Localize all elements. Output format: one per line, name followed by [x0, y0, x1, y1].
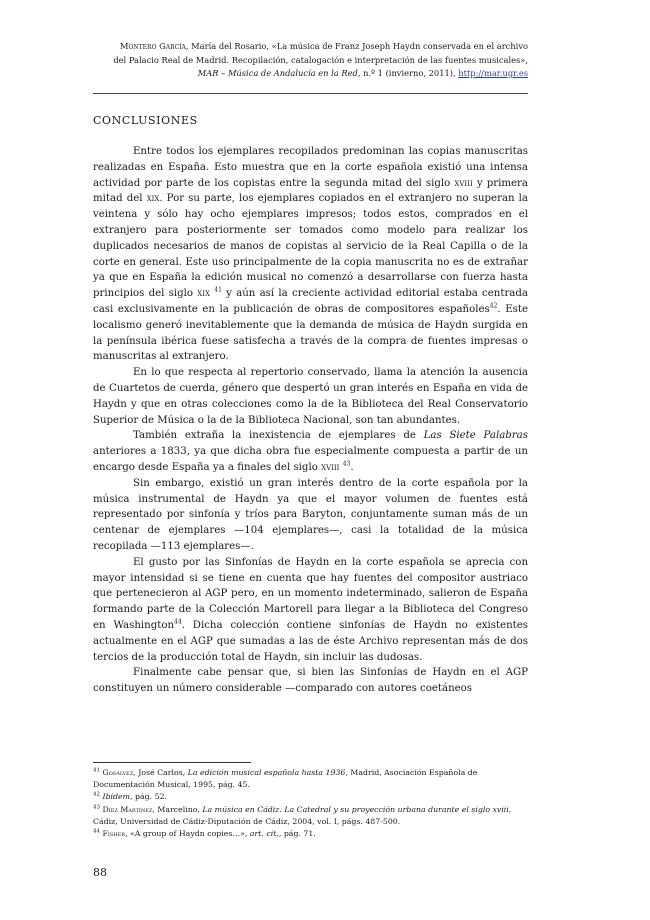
- paragraph-5: [93, 555, 528, 666]
- footnote-author: Gosálvez: [102, 768, 134, 777]
- section-title: CONCLUSIONES: [93, 114, 198, 127]
- p1-text-e: . Este localismo generó inevitablemente que la demanda de música de Haydn surgida en la península ibérica fuese satisfecha a través de la compra de fuentes impresas o manuscritas al extranjero.: [93, 303, 528, 363]
- paragraph-3: [93, 428, 528, 475]
- footnote-text: , «A group of Haydn copies…»,: [125, 829, 250, 839]
- footnote-title: art. cit.: [249, 829, 279, 839]
- footnote-number: 41: [93, 767, 100, 774]
- p3-text-a: También extraña la inexistencia de ejemplares de: [133, 430, 424, 442]
- p3-text-c: .: [350, 461, 354, 473]
- footnote-text: , Cádiz, Universidad de Cádiz-Diputación de Cádiz, 2004, vol. I, págs. 487-500.: [93, 804, 512, 826]
- header-url-link[interactable]: http://mar.ugr.es: [458, 68, 528, 78]
- p3-text-b: anteriores a 1833, ya que dicha obra fue especialmente compuesta a partir de un encargo desde España ya a finales del siglo: [93, 446, 528, 473]
- paragraph-1: [93, 144, 528, 365]
- paragraph-4: Sin embargo, existió un gran interés dentro de la corte española por la música instrumental de Haydn ya que el mayor volumen de fuentes está representado por sinfonía y tríos para Baryton, conjuntamente suman más de un centenar de ejemplares —104 ejemplares—, casi la totalidad de la música recopilada —113 ejemplares—.: [93, 477, 528, 552]
- footnote-title: Ibidem: [102, 792, 131, 802]
- footnote-44: [93, 828, 533, 840]
- page-number: 88: [93, 866, 107, 879]
- footnote-ref-44[interactable]: 44: [174, 618, 182, 626]
- footnote-text: , Marcelino,: [152, 804, 203, 814]
- century-numeral: xix: [197, 288, 211, 300]
- footnote-number: 43: [93, 804, 100, 811]
- footnote-text: , pág. 52.: [130, 792, 168, 802]
- work-title: Las Siete Palabras: [423, 430, 528, 442]
- footnote-divider: [93, 762, 251, 763]
- footnotes: [93, 767, 533, 840]
- footnote-number: 42: [93, 791, 100, 798]
- footnote-41: [93, 767, 533, 791]
- p1-text-b: y primera mitad del: [93, 177, 529, 205]
- footnote-ref-42[interactable]: 42: [489, 302, 498, 310]
- p1-text-a: Entre todos los ejemplares recopilados predominan las copias manuscritas realizadas en España. Esto muestra que en la corte española existió una intensa actividad por parte de los copistas entre la segunda mitad del siglo: [93, 146, 528, 189]
- footnote-text: , pág. 71.: [278, 829, 316, 839]
- header-author: Montero García: [120, 41, 186, 51]
- footnote-number: 44: [93, 828, 100, 835]
- paragraph-2: En lo que respecta al repertorio conservado, llama la atención la ausencia de Cuartetos de cuerda, género que despertó un gran interés en España en vida de Haydn y que en otras colecciones como la de la Biblioteca del Real Conservatorio Superior de Música o la de la Biblioteca Nacional, son tan abundantes.: [93, 367, 528, 426]
- footnote-text: , Madrid, Asociación Española de Documentación Musical, 1995, pág. 45.: [93, 768, 478, 790]
- century-numeral: xviii: [454, 177, 473, 189]
- footnote-42: [93, 791, 533, 803]
- p1-text-d: y aún así la creciente actividad editorial estaba centrada casi exclusivamente en la publicación de obras de compositores españoles: [93, 288, 528, 315]
- footnote-title: La música en Cádiz. La Catedral y su proyección urbana durante el siglo xviii: [202, 804, 509, 814]
- century-numeral: xix: [146, 193, 160, 205]
- paragraph-6: Finalmente cabe pensar que, si bien las Sinfonías de Haydn en el AGP constituyen un número considerable —comparado con autores coetáneos: [93, 667, 528, 695]
- footnote-title: La edición musical española hasta 1936: [187, 768, 346, 777]
- century-numeral: xviii: [321, 461, 340, 473]
- running-header: [108, 40, 528, 81]
- footnote-author: Díez Martínez: [102, 804, 153, 814]
- p1-text-c: . Por su parte, los ejemplares copiados en el extranjero no superan la veintena y sólo hay ocho ejemplares impresos; todos estos, comprados en el extranjero para posteriormente ser tomados como modelo para realizar los duplicados necesarios de manos de copistas al servicio de la Real Capilla o de la corte en general. Este uso principalmente de la copia manuscrita no es de extrañar ya que en España la edición musical no comenzó a desarrollarse con fuerza hasta principios del siglo: [93, 193, 528, 300]
- footnote-text: , José Carlos,: [133, 768, 188, 777]
- header-journal: MAR – Música de Andalucía en la Red: [197, 68, 358, 78]
- footnote-author: Fisher: [102, 829, 126, 839]
- header-issue: , n.º 1 (invierno, 2011),: [357, 68, 459, 78]
- footnote-43: [93, 804, 533, 828]
- p5-text-b: . Dicha colección contiene sinfonías de Haydn no existentes actualmente en el AGP que sumadas a las de éste Archivo representan más de dos tercios de la producción total de Haydn, sin incluir las dudosas.: [93, 619, 528, 663]
- p5-text-a: El gusto por las Sinfonías de Haydn en la corte española se aprecia con mayor intensidad si se tiene en cuenta que hay fuentes del compositor austriaco que pertenecieron al AGP pero, en un momento indeterminado, salieron de España formando parte de la Colección Martorell para llegar a la Biblioteca del Congreso en Washington: [93, 556, 528, 631]
- header-divider: [93, 93, 528, 94]
- footnote-ref-43[interactable]: 43: [342, 460, 351, 468]
- header-citation: , María del Rosario, «La música de Franz Joseph Haydn conservada en el archivo del Palacio Real de Madrid. Recopilación, catalogación e interpretación de las fuentes musicales»,: [113, 41, 528, 65]
- footnote-ref-41[interactable]: 41: [214, 286, 222, 294]
- body-text: [93, 144, 528, 697]
